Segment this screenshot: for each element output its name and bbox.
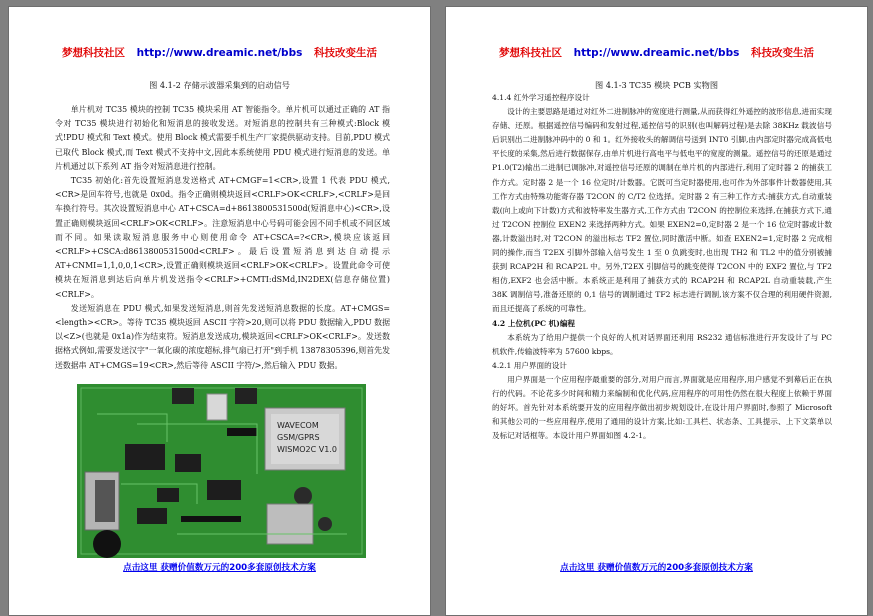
figure-caption: 图 4.1-2 存储示波器采集到的启动信号 (149, 80, 290, 90)
header-url-link[interactable]: http://www.dreamic.net/bbs (573, 47, 740, 59)
section-heading: 4.2.1 用户界面的设计 (492, 360, 567, 370)
body-text (55, 103, 390, 373)
paragraph: 设计的主要思路是通过对红外二进制脉冲的宽度进行测量,从而获得红外遥控的波形信息,进而实现存储、还原。根据遥控信号编码和发射过程,遥控信号的识别(也叫解码过程)是去除 38KHz 载波信号后识别出二进制脉冲码中的 0 和 1。红外接收头的解调信号送到 INT0 引脚,由内部定时器完成高低电平长度的采集,然后进行数据保存,由单片机进行高电平与低电平的宽度的测量。遥控信号的还原是通过 P1.0(T2)输出二进制已调脉冲,对遥控信号还原的调制在单片机的内部进行,利用了定时器 2 的捕获工作方式。定时器 2 是一个 16 位定时/计数器。它既可当定时器使用,也可作为外部事件计数器使用,其工作方式由特殊功能寄存器 T2CON 的 C/T2 位选择。定时器 2 有三种工作方式:捕获方式,自动重装载(向上或向下计数)方式和波特率发生器方式,工作方式由 T2CON 的控制位来选择,在捕获方式下,通过 T2CON 控制位 EXEN2 来选择两种方式。如果 EXEN2=0,定时器 2 是一个 16 位定时器或计数器,计数溢出时,对 T2CON 的溢出标志 TF2 置位,同时激活中断。如查 EXEN2=1,定时器 2 完成相同的操作,而当 T2EX 引脚外部输入信号发生 1 至 0 负跳变时,也出现 TH2 和 TL2 中的值分别被捕获到 RCAP2H 和 RCAP2L 中。另外,T2EX 引脚信号的跳变使得 T2CON 中的 EXF2 置位,与 TF2 相仿,EXF2 也会活中断。本系统正是利用了捕获方式的 RCAP2H 和 RCAP2L 自动重装载,产生 38K 调制信号,准备还原的 0,1 信号的调制通过 TF2 标志进行调制,该方案不仅合理的利用硬件资源,而且还提高了系统的可靠性。 (492, 107, 832, 314)
figure-caption: 图 4.1-3 TC35 模块 PCB 实物图 (594, 80, 719, 90)
paragraph: 发送短消息在 PDU 模式,如果发送短消息,则首先发送短消息数据的长度。AT+CMGS=<length><CR>。等待 TC35 模块返回 ASCII 字符>20,则可以将 PDU 数据输入,PDU 数据以<Z>(也就是 0x1a)作为结束符。短消息发送成功,模块返回<CRLF>OK<CRLF>。发送数据格式例如,需要发送汉字"一氧化碳的浓度超标,排气扇已打开"到手机 13878305396,则首先发送数据串 AT+CMGS=19<CR>,然后等待 ASCII 字符/>,然后输入 PDU 数据。 (55, 303, 390, 370)
header-right-text: 科技改变生活 (314, 47, 377, 59)
header-right-text: 科技改变生活 (751, 47, 814, 59)
page-header (9, 45, 430, 60)
section-heading: 4.1.4 红外学习遥控程序设计 (492, 93, 590, 102)
header-left-text: 梦想科技社区 (498, 47, 562, 59)
paragraph: 用户界面是一个应用程序最重要的部分,对用户而言,界面就是应用程序,用户感觉不到幕后正在执行的代码。不论花多少时间和精力来编制和优化代码,应用程序的可用性仍然在很大程度上依赖于界面的好坏。首先针对本系统要开发的应用程序做出初步规划设计,在设计用户界面时,参照了 Microsoft 和其他公司的一些应用程序,使用了通用的设计方案,比如:工具栏、状态条、工具提示、上下文菜单以及标记对话框等。本设计用户界面如图 4.2-1。 (492, 374, 832, 441)
section-heading: 4.2 上位机(PC 机)编程 (492, 318, 576, 328)
body-text (492, 91, 832, 443)
pcb-illustration (77, 384, 366, 558)
header-left-text: 梦想科技社区 (61, 47, 125, 59)
pcb-photo (77, 384, 366, 558)
module-label-1: WAVECOM (277, 421, 319, 430)
paragraph: TC35 初始化:首先设置短消息发送格式 AT+CMGF=1<CR>,设置 1 代表 PDU 模式,<CR>是回车符号,也就是 0x0d。指令正确则模块返回<CRLF>OK<CRLF>,<CRLF>是回车换行符号。其次设置短消息中心 AT+CSCA=d+8613800531500d(短消息中心)<CR>,设置正确则模块返回<CRLF>OK<CRLF>。注意短消息中心号码可能会因不同手机或不同区域而不同。如果读取短消息服务中心则使用命令 AT+CSCA=?<CR>,模块应该返回<CRLF>+CSCA:d8613800531500d<CRLF>。最后设置短消息到达自动提示 AT+CNMI=1,1,0,0,1<CR>,设置正确则模块返回<CRLF>OK<CRLF>。设置此命令可使模块在短消息到达后向单片机发送指令<CRLF>+CMTI:dSMd,IN2DEX(信息存储位置)<CRLF>。 (55, 176, 390, 299)
document-page-2 (445, 6, 868, 616)
module-label-2: GSM/GPRS (277, 433, 320, 442)
header-url-link[interactable]: http://www.dreamic.net/bbs (136, 47, 303, 59)
module-label-3: WISMO2C V1.0 (277, 445, 337, 454)
footer-promo-link[interactable]: 点击这里 获赠价值数万元的200多套原创技术方案 (560, 563, 753, 573)
document-page-1 (8, 6, 431, 616)
paragraph: 单片机对 TC35 模块的控制 TC35 模块采用 AT 智能指令。单片机可以通过正确的 AT 指令对 TC35 模块进行初始化和短消息的接收发送。对短消息的控制共有三种模式:Block 模式!PDU 模式和 Text 模式。使用 Block 模式需要手机生产厂家提供驱动支持。目前,PDU 模式已取代 Block 模式,而 Text 模式不支持中文,因此本系统使用 PDU 模式进行短消息的发送。单片机通过以下系列 AT 指令对短消息进行控制。 (55, 105, 390, 171)
page-header (446, 45, 867, 60)
footer-promo-link[interactable]: 点击这里 获赠价值数万元的200多套原创技术方案 (123, 563, 316, 573)
paragraph: 本系统为了给用户提供一个良好的人机对话界面还利用 RS232 通信标准进行开发设计了与 PC 机软件,传输波特率为 57600 kbps。 (492, 332, 832, 356)
